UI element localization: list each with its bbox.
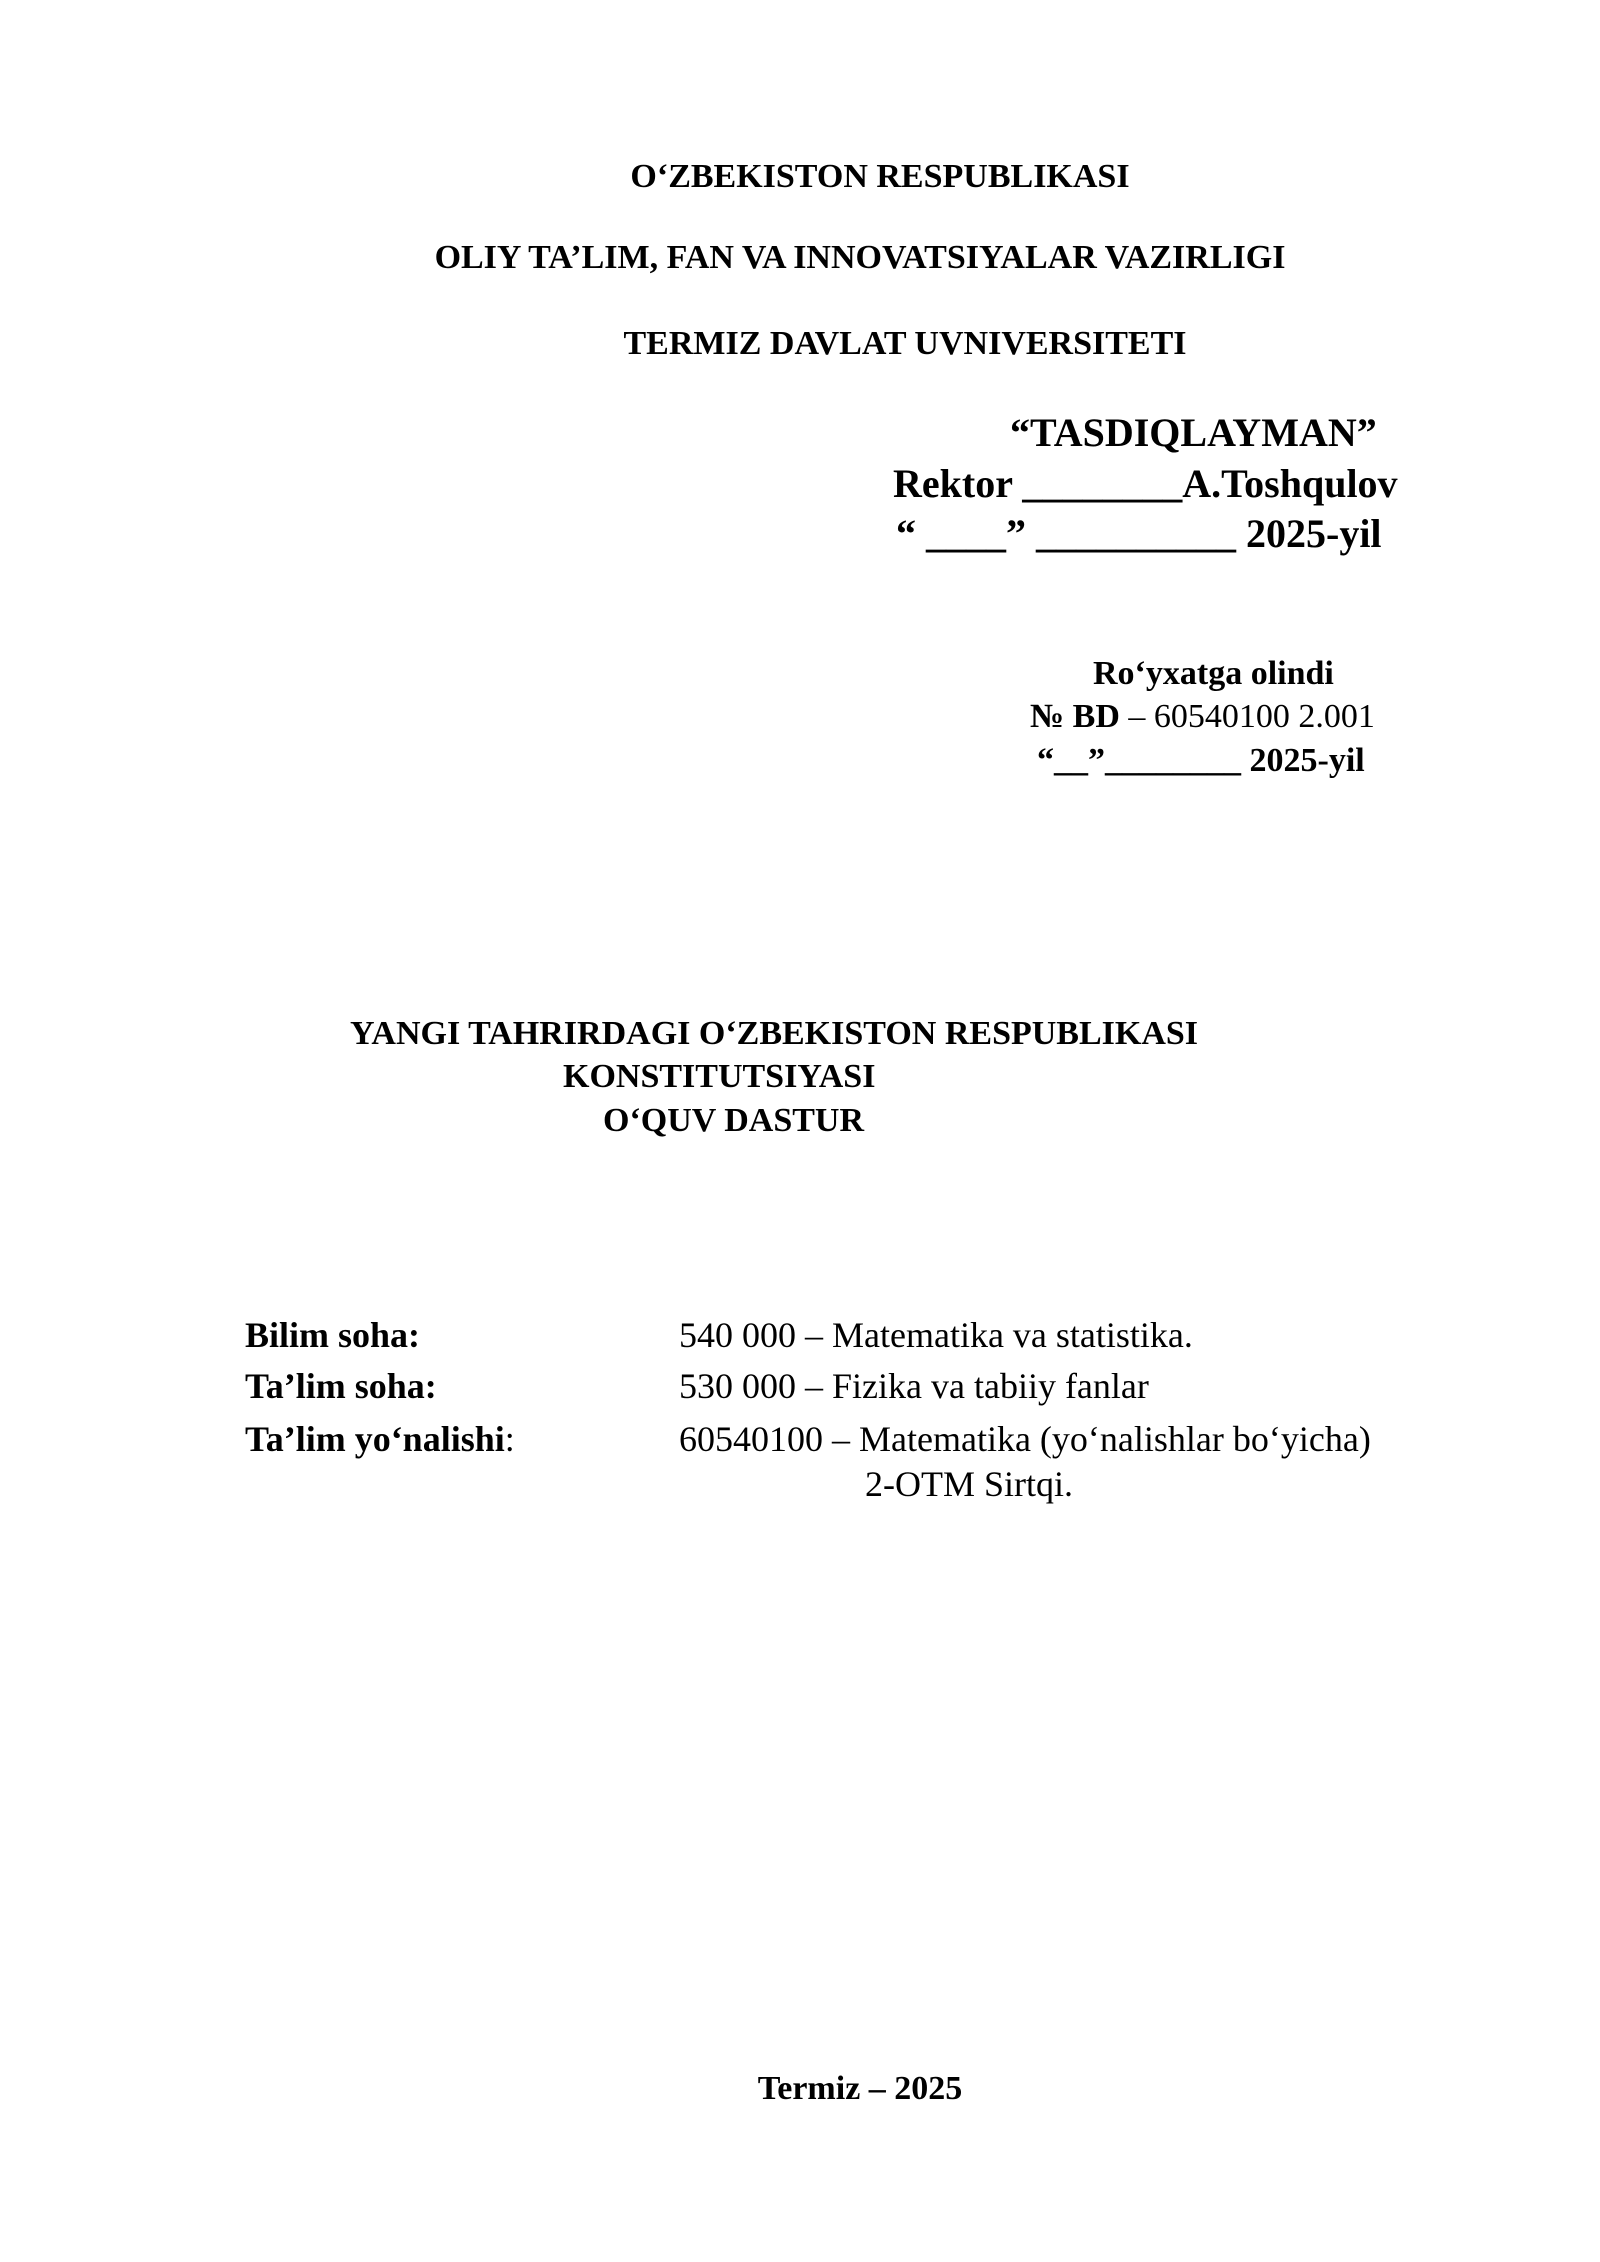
bilim-soha-value: 540 000 – Matematika va statistika. xyxy=(679,1315,1193,1355)
registration-title: Ro‘yxatga olindi xyxy=(1093,655,1334,692)
talim-yonalishi-colon: : xyxy=(504,1419,515,1459)
talim-soha-label: Ta’lim soha: xyxy=(245,1366,437,1406)
talim-yonalishi-label-text: Ta’lim yo‘nalishi xyxy=(245,1419,505,1459)
footer-place-year: Termiz – 2025 xyxy=(757,2070,963,2107)
ministry-name: OLIY TA’LIM, FAN VA INNOVATSIYALAR VAZIRLIGI xyxy=(434,239,1286,276)
document-title-line2: KONSTITUTSIYASI xyxy=(563,1058,876,1095)
approval-title: “TASDIQLAYMAN” xyxy=(1010,410,1377,455)
registration-number-value: – 60540100 2.001 xyxy=(1119,698,1375,735)
document-title-line1: YANGI TAHRIRDAGI O‘ZBEKISTON RESPUBLIKASI xyxy=(350,1015,1199,1052)
rector-signature-line: Rektor ________A.Toshqulov xyxy=(893,461,1398,506)
talim-yonalishi-label xyxy=(245,1421,515,1457)
approval-date-line: “ ____” __________ 2025-yil xyxy=(896,511,1382,556)
talim-yonalishi-value-line2: 2-OTM Sirtqi. xyxy=(865,1464,1074,1504)
talim-soha-value: 530 000 – Fizika va tabiiy fanlar xyxy=(679,1366,1149,1406)
ministry-country: O‘ZBEKISTON RESPUBLIKASI xyxy=(630,158,1130,195)
talim-yonalishi-value: 60540100 – Matematika (yo‘nalishlar bo‘yicha) xyxy=(679,1419,1371,1459)
bilim-soha-label: Bilim soha: xyxy=(245,1315,421,1355)
registration-number-label: № BD xyxy=(1030,698,1120,735)
university-name: TERMIZ DAVLAT UVNIVERSITETI xyxy=(623,325,1187,362)
registration-date-line: “__”________ 2025-yil xyxy=(1037,742,1365,779)
registration-number xyxy=(1030,700,1375,734)
document-title-line3: O‘QUV DASTUR xyxy=(603,1102,865,1139)
